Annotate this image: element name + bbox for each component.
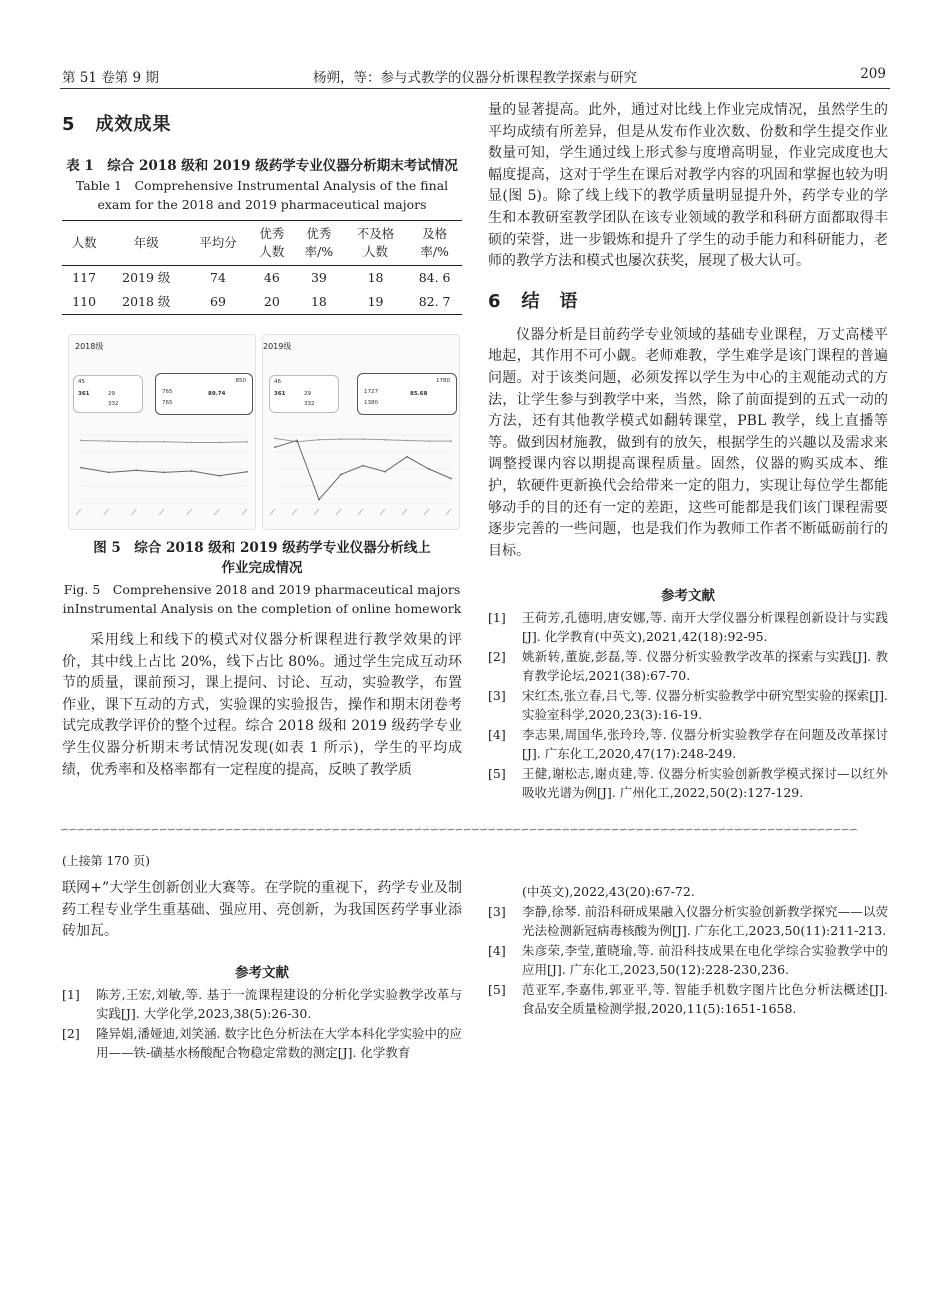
table-header: 及格 率/% (420, 226, 449, 259)
table-cell: 46 (263, 270, 280, 285)
x-tick (314, 509, 319, 515)
x-tick (358, 509, 363, 515)
section-6-heading: 6 结 语 (488, 290, 579, 312)
stat-value: 1380 (364, 400, 378, 406)
body-paragraph: 采用线上和线下的模式对仪器分析课程进行教学效果的评价，其中线上占比 20%，线下占比 80%。通过学生完成互动环节的质量，课前预习，课上提问、讨论、互动，实验教学，布置作业，课下互动的方式，实验课的实验报告，操作和期末闭卷考试完成教学评价的整个过程。综合 2018 级和 2019 级药学专业学生仪器分析期末考试情况发现(如表 1 所示)，学生的平均成绩，优秀率和及格率都有一定程度的提高，反映了教学质 (62, 632, 462, 778)
x-tick (424, 509, 429, 515)
stat-value: 332 (304, 401, 315, 407)
data-point (163, 472, 165, 474)
stat-value: 765 (162, 400, 173, 406)
panel-2019 (262, 334, 460, 530)
figure-5 (68, 334, 458, 530)
journal-issue: 第 51 卷第 9 期 (62, 70, 159, 86)
reference-item: [5] 王健,谢松志,谢贞建,等. 仪器分析实验创新教学模式探讨—以红外吸收光谱为例[J]. 广州化工,2022,50(2):127-129. (488, 766, 888, 801)
x-tick (242, 509, 247, 515)
reference-item: [2] 姚新转,董旋,彭磊,等. 仪器分析实验教学改革的探索与实践[J]. 教育教学论坛,2021(38):67-70. (488, 649, 888, 684)
stat-value: 332 (108, 401, 119, 407)
body-paragraph: 联网+”大学生创新创业大赛等。在学院的重视下，药学专业及制药工程专业学生重基础、强应用、亮创新，为我国医药学事业添砖加瓦。 (62, 880, 462, 940)
running-title: 杨朔，等：参与式教学的仪器分析课程教学探索与研究 (313, 70, 637, 86)
x-tick (380, 509, 385, 515)
stat-value: 1780 (436, 378, 450, 384)
panel-label: 2019级 (263, 342, 292, 351)
data-point (362, 465, 364, 467)
reference-item: [3] 李静,徐琴. 前沿科研成果融入仪器分析实验创新教学探究——以荧光法检测新冠病毒核酸为例[J]. 广东化工,2023,50(11):211-213. (488, 904, 888, 938)
data-point (191, 470, 193, 472)
stat-value: 1727 (364, 389, 378, 395)
table-1 (62, 220, 462, 315)
chart-2019 (263, 427, 459, 527)
x-tick (187, 509, 192, 515)
score-card (357, 373, 457, 415)
table-cell: 84. 6 (418, 270, 451, 285)
reference-item: [1] 陈芳,王宏,刘敏,等. 基于一流课程建设的分析化学实验教学改革与实践[J]. 大学化学,2023,38(5):26-30. (62, 986, 462, 1021)
stat-card (269, 375, 339, 413)
data-point (135, 469, 137, 471)
data-point (340, 474, 342, 476)
data-point (340, 438, 342, 440)
header-rule (60, 88, 890, 89)
references-heading: 参考文献 (235, 964, 289, 981)
x-tick (104, 509, 109, 515)
table-header: 优秀 率/% (304, 226, 334, 259)
table-cell: 82. 7 (418, 294, 451, 309)
data-point (163, 441, 165, 443)
body-paragraph: 仪器分析是目前药学专业领域的基础专业课程，万丈高楼平地起，其作用不可小觑。老师难教，学生难学是该门课程的普遍问题。对于该类问题，必须发挥以学生为中心的主观能动式的方法，让学生参与到教学中来，当然，除了前面提到的五式一动的方法，还有其他教学模式如翻转课堂，PBL 教学，线上直播等等。做到因材施教，做到有的放矢，根据学生的兴趣以及需求来调整授课内容以期提高课程质量。固然，仪器的购买成本、维护，软硬件更新换代会给带来一定的阻力，实现让每位学生都能够动手的目的还有一定的差距，这些可能都是我们该门课程需要逐步完善的一些问题，也是我们作为教师工作者不断砥砺前行的目标。 (488, 326, 888, 559)
stat-card (73, 375, 143, 413)
table-cell: 39 (310, 270, 327, 285)
table-cell: 19 (367, 294, 384, 309)
data-point (384, 439, 386, 441)
data-point (450, 478, 452, 480)
stat-value: 29 (108, 391, 115, 397)
reference-item: [4] 李志果,周国华,张玲玲,等. 仪器分析实验教学存在问题及改革探讨[J]. 广东化工,2020,47(17):248-249. (488, 727, 888, 762)
x-tick (131, 509, 136, 515)
table-header: 年级 (133, 235, 159, 250)
data-point (80, 467, 82, 469)
table-cell: 69 (210, 294, 226, 309)
data-point (406, 456, 408, 458)
reference-item: (中英文),2022,43(20):67-72. (522, 884, 695, 899)
data-point (274, 438, 276, 440)
table-cell: 18 (310, 294, 327, 309)
stat-value: 45 (78, 379, 85, 385)
body-paragraph: 量的显著提高。此外，通过对比线上作业完成情况，虽然学生的平均成绩有所差异，但是从发布作业次数、份数和学生提交作业数量可知，学生通过线上形式参与度增高明显，作业完成度也大幅度提高，这对于学生在课后对教学内容的巩固和掌握也较为明显(图 5)。除了线上线下的教学质量明显提升外，药学专业的学生和本教研室教学团队在该专业领域的教学和科研方面都取得丰硕的荣誉，进一步锻炼和提升了学生的动手能力和科研能力，老师的教学方法和模式也屡次获奖，展现了极大认可。 (488, 102, 888, 270)
reference-item: [4] 朱彦荣,李莹,董晓瑜,等. 前沿科技成果在电化学综合实验教学中的应用[J]. 广东化工,2023,50(12):228-230,236. (488, 943, 888, 977)
page-number: 209 (860, 66, 886, 82)
series-line-2 (275, 440, 451, 499)
table-cell: 74 (210, 270, 226, 285)
data-point (218, 475, 220, 477)
right-column (488, 100, 888, 803)
data-point (428, 468, 430, 470)
references-list (488, 608, 888, 802)
score-card (155, 373, 253, 415)
data-point (246, 441, 248, 443)
chart-2018 (69, 427, 255, 527)
table-cell: 18 (367, 270, 384, 285)
x-tick (292, 509, 297, 515)
x-tick (76, 509, 81, 515)
continuation-note: (上接第 170 页) (62, 854, 150, 868)
data-point (108, 440, 110, 442)
data-point (318, 439, 320, 441)
table-header: 不及格 人数 (356, 226, 395, 259)
data-point (274, 446, 276, 448)
x-tick (336, 509, 341, 515)
section-5-heading: 5 成效成果 (62, 114, 172, 135)
stat-value: 89.74 (208, 391, 226, 397)
reference-item: [1] 王荷芳,孔德明,唐安娜,等. 南开大学仪器分析课程创新设计与实践[J]. 化学教育(中英文),2021,42(18):92-95. (488, 610, 888, 645)
x-tick (402, 509, 407, 515)
wave-divider: ∽∽∽∽∽∽∽∽∽∽∽∽∽∽∽∽∽∽∽∽∽∽∽∽∽∽∽∽∽∽∽∽∽∽∽∽∽∽∽∽∽∽∽∽∽∽∽∽∽∽∽∽∽∽∽∽∽∽∽∽∽∽∽∽∽∽∽∽∽∽∽∽∽∽∽∽∽∽∽∽∽∽∽∽∽∽∽∽∽∽∽∽∽∽∽∽∽ (60, 823, 858, 833)
data-point (384, 471, 386, 473)
table-header: 优秀 人数 (259, 226, 285, 259)
stat-value: 765 (162, 389, 173, 395)
stat-value: 361 (78, 391, 90, 397)
x-tick (159, 509, 164, 515)
left-column (62, 110, 462, 315)
data-point (108, 472, 110, 474)
table-cell: 2018 级 (122, 294, 171, 309)
stat-value: 85.68 (410, 391, 428, 397)
data-point (296, 440, 298, 442)
reference-item: [3] 宋红杰,张立春,吕弋,等. 仪器分析实验教学中研究型实验的探索[J]. 实验室科学,2020,23(3):16-19. (488, 688, 888, 723)
x-tick (270, 509, 275, 515)
table-row (62, 290, 462, 315)
bottom-right-column (488, 882, 888, 1019)
data-point (450, 440, 452, 442)
stat-value: 361 (274, 391, 286, 397)
table-1-caption: 表 1 综合 2018 级和 2019 级药学专业仪器分析期末考试情况 Table 1 Comprehensive Instrumental Analysis of the final exam for the 2018 and 2019 pharmaceutical majors (66, 158, 458, 212)
data-point (218, 442, 220, 444)
data-point (428, 440, 430, 442)
table-cell: 2019 级 (122, 270, 171, 285)
x-tick (214, 509, 219, 515)
table-cell: 117 (72, 270, 97, 285)
data-point (80, 440, 82, 442)
data-point (135, 441, 137, 443)
panel-2018 (68, 334, 256, 530)
data-point (318, 499, 320, 501)
data-point (406, 440, 408, 442)
table-cell: 20 (263, 294, 280, 309)
figure-5-caption: 图 5 综合 2018 级和 2019 级药学专业仪器分析线上 作业完成情况 Fig. 5 Comprehensive 2018 and 2019 pharmaceutical majors inInstrumental Analysis on the completion of online homework (62, 540, 462, 616)
bottom-left-column (62, 878, 462, 1063)
stat-value: 29 (304, 391, 311, 397)
table-row (62, 266, 462, 291)
data-point (191, 442, 193, 444)
panel-label: 2018级 (75, 342, 104, 351)
data-point (246, 471, 248, 473)
stat-value: 46 (274, 379, 281, 385)
table-header: 人数 (71, 235, 97, 250)
reference-item: [5] 范亚军,李嘉伟,郭亚平,等. 智能手机数字图片比色分析法概述[J]. 食品安全质量检测学报,2020,11(5):1651-1658. (488, 982, 888, 1016)
table-cell: 110 (72, 294, 97, 309)
references-heading: 参考文献 (661, 588, 715, 605)
table-header: 平均分 (199, 235, 237, 250)
data-point (362, 438, 364, 440)
reference-item: [2] 隆异娟,潘娅迪,刘笑涵. 数字比色分析法在大学本科化学实验中的应用——铁-磺基水杨酸配合物稳定常数的测定[J]. 化学教育 (62, 1025, 462, 1060)
x-tick (446, 509, 451, 515)
stat-value: 850 (235, 378, 246, 384)
